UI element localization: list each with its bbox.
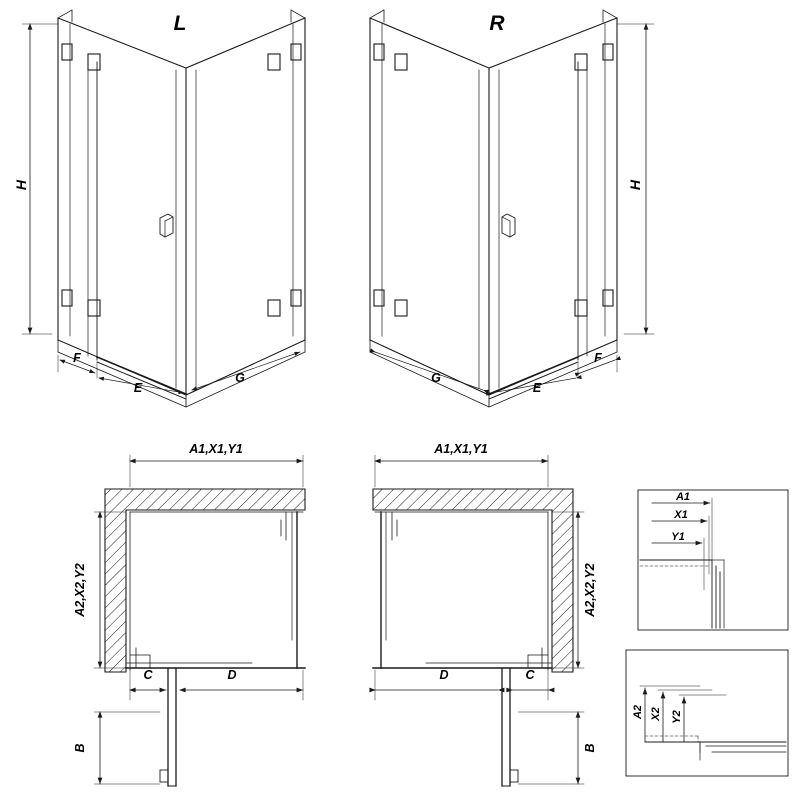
iso-view-left [22,10,305,407]
dim-a1x1y1-left: A1,X1,Y1 [189,442,243,456]
dim-g-right: G [431,371,441,385]
label-left-view: L [173,12,187,35]
dim-a1x1y1-right: A1,X1,Y1 [434,442,488,456]
plan-view-right [373,455,584,786]
detail-dim-y1: Y1 [671,531,685,543]
dim-f-left: F [73,351,81,365]
dim-b-right: B [583,743,597,753]
dim-h-right: H [627,179,643,191]
plan-view-left [94,455,305,786]
label-right-view: R [489,12,505,35]
dim-g-left: G [235,371,245,385]
dim-e-left: E [133,381,143,395]
dim-b-left: B [73,743,87,753]
dim-a2x2y2-right: A2,X2,Y2 [583,563,597,617]
dim-e-right: E [532,381,542,395]
dim-c-left: C [143,668,153,682]
dim-f-right: F [594,351,602,365]
detail-dim-a1: A1 [675,491,691,503]
iso-view-right [370,10,654,407]
detail-dim-x1: X1 [674,509,688,521]
detail-dim-x2: X2 [650,707,662,721]
dim-a2x2y2-left: A2,X2,Y2 [73,563,87,617]
dim-c-right: C [525,668,535,682]
dim-h-left: H [13,179,29,191]
detail-dim-y2: Y2 [671,710,683,724]
detail-dim-a2: A2 [632,704,644,720]
dim-d-left: D [227,668,237,682]
dim-d-right: D [439,668,449,682]
detail-view-top [638,490,788,630]
